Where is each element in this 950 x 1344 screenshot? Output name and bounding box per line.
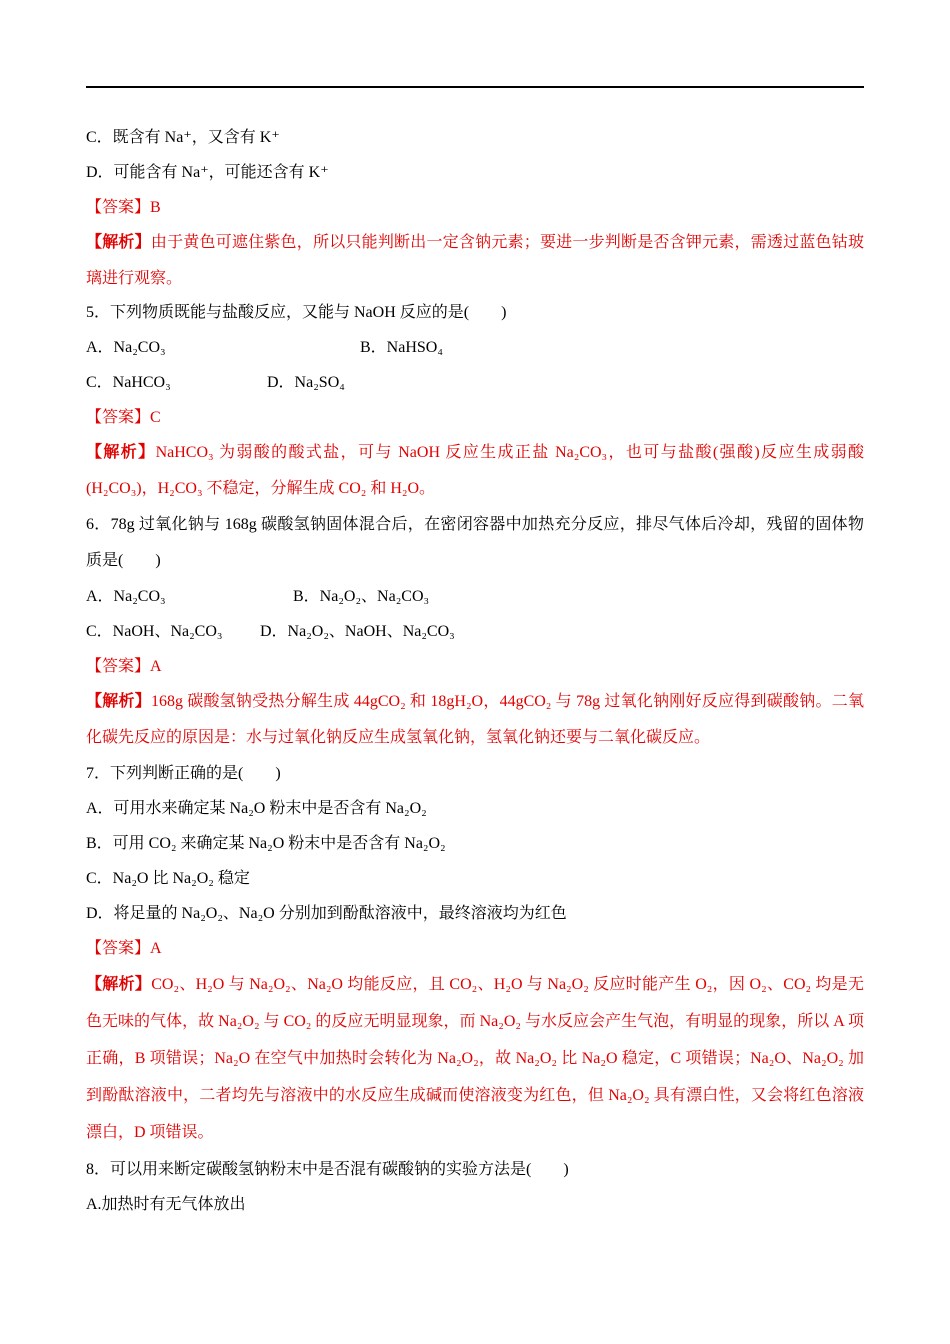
q5-option-c: C．NaHCO₃ [86, 374, 171, 391]
q7-option-b: B．可用 CO₂ 来确定某 Na₂O 粉末中是否含有 Na₂O₂ [86, 835, 446, 852]
q6-analysis [86, 684, 864, 756]
analysis-tag: 【解析】 [86, 444, 156, 461]
q7-option-a: A．可用水来确定某 Na₂O 粉末中是否含有 Na₂O₂ [86, 800, 427, 817]
q8-option-a: A.加热时有无气体放出 [86, 1196, 246, 1213]
analysis-tag: 【解析】 [86, 976, 152, 993]
q7-stem: 7．下列判断正确的是( ) [86, 765, 281, 782]
q4-option-c: C．既含有 Na⁺，又含有 K⁺ [86, 129, 280, 146]
analysis-text: 168g 碳酸氢钠受热分解生成 44gCO₂ 和 18gH₂O，44gCO₂ 与 78g 过氧化钠刚好反应得到碳酸钠。二氧化碳先反应的原因是：水与过氧化钠反应生成氢氧化钠，氢氧化钠还要与二氧化碳反应。 [86, 693, 864, 746]
q5-option-a: A．Na₂CO₃ [86, 339, 166, 356]
analysis-text: CO₂、H₂O 与 Na₂O₂、Na₂O 均能反应，且 CO₂、H₂O 与 Na₂O₂ 反应时能产生 O₂，因 O₂、CO₂ 均是无色无味的气体，故 Na₂O₂ 与 CO₂ 的反应无明显现象，而 Na₂O₂ 与水反应会产生气泡，有明显的现象，所以 A 项正确，B 项错误；Na₂O 在空气中加热时会转化为 Na₂O₂，故 Na₂O₂ 比 Na₂O 稳定，C 项错误；Na₂O、Na₂O₂ 加到酚酞溶液中，二者均先与溶液中的水反应生成碱而使溶液变为红色，但 Na₂O₂ 具有漂白性，又会将红色溶液漂白，D 项错误。 [86, 976, 864, 1141]
q5-options-ab [86, 330, 864, 365]
q6-option-b: B．Na₂O₂、Na₂CO₃ [293, 588, 430, 605]
document-body [86, 120, 864, 1222]
q7-option-d: D．将足量的 Na₂O₂、Na₂O 分别加到酚酞溶液中，最终溶液均为红色 [86, 905, 567, 922]
q5-options-cd [86, 365, 864, 400]
q7-answer [86, 931, 864, 966]
q7-analysis [86, 966, 864, 1152]
q6-answer [86, 649, 864, 684]
q5-option-d: D．Na₂SO₄ [267, 374, 345, 391]
answer-value: A [150, 658, 162, 675]
q5-stem: 5．下列物质既能与盐酸反应，又能与 NaOH 反应的是( ) [86, 304, 507, 321]
q6-stem: 6．78g 过氧化钠与 168g 碳酸氢钠固体混合后，在密闭容器中加热充分反应，排尽气体后冷却，残留的固体物质是( ) [86, 516, 864, 569]
q6-options-cd [86, 614, 864, 649]
answer-tag: 【答案】 [86, 658, 151, 675]
answer-value: B [150, 199, 161, 216]
analysis-text: 由于黄色可遮住紫色，所以只能判断出一定含钠元素；要进一步判断是否含钾元素，需透过蓝色钴玻璃进行观察。 [86, 234, 864, 287]
q6-option-d: D．Na₂O₂、NaOH、Na₂CO₃ [260, 623, 455, 640]
q4-answer [86, 190, 864, 225]
q6-option-c: C．NaOH、Na₂CO₃ [86, 623, 223, 640]
q4-analysis [86, 225, 864, 295]
q5-answer [86, 400, 864, 435]
answer-tag: 【答案】 [86, 409, 151, 426]
analysis-tag: 【解析】 [86, 234, 151, 251]
q5-option-b: B．NaHSO₄ [360, 339, 443, 356]
answer-value: A [150, 940, 162, 957]
answer-tag: 【答案】 [86, 940, 151, 957]
q8-stem: 8．可以用来断定碳酸氢钠粉末中是否混有碳酸钠的实验方法是( ) [86, 1161, 569, 1178]
header-rule [86, 86, 864, 88]
q4-option-d: D．可能含有 Na⁺，可能还含有 K⁺ [86, 164, 329, 181]
analysis-tag: 【解析】 [86, 693, 151, 710]
q5-analysis [86, 435, 864, 507]
answer-value: C [150, 409, 161, 426]
answer-tag: 【答案】 [86, 199, 151, 216]
q7-option-c: C．Na₂O 比 Na₂O₂ 稳定 [86, 870, 250, 887]
analysis-text: NaHCO₃ 为弱酸的酸式盐，可与 NaOH 反应生成正盐 Na₂CO₃，也可与盐酸(强酸)反应生成弱酸(H₂CO₃)，H₂CO₃ 不稳定，分解生成 CO₂ 和 H₂O。 [86, 444, 864, 497]
q6-options-ab [86, 579, 864, 614]
q6-option-a: A．Na₂CO₃ [86, 588, 166, 605]
